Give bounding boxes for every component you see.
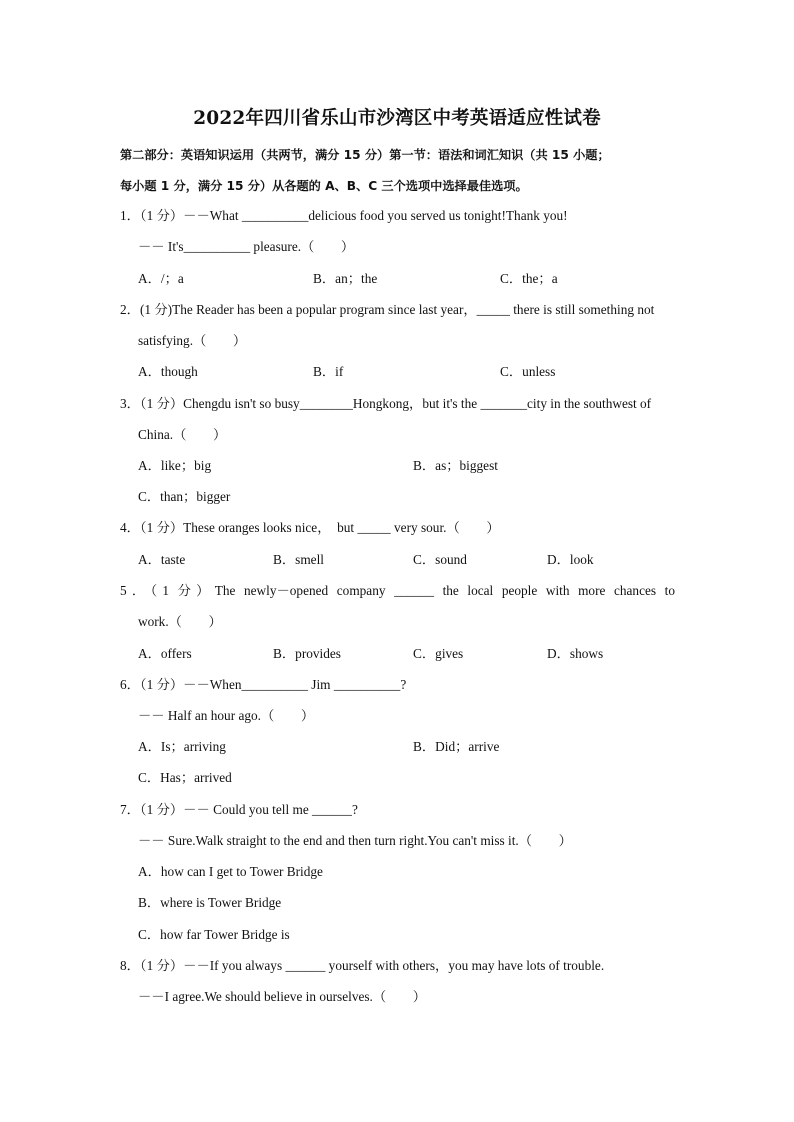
question-6-option-c[interactable]: C．Has；arrived [138,770,232,785]
question-1-option-a[interactable]: A．/；a [138,271,184,286]
question-7-option-c[interactable]: C．how far Tower Bridge is [138,927,290,942]
question-1-stem: 1．（1 分）－－What __________delicious food you served us tonight!Thank you! [120,208,568,223]
question-6-reply: －－ Half an hour ago.（ ） [138,708,315,723]
question-4-option-d[interactable]: D．look [547,552,594,567]
question-5-stem: 5．（1 分）The newly－opened company ______ the local people with more chances to [120,583,675,598]
question-4-option-c[interactable]: C．sound [413,552,467,567]
question-8-reply: －－I agree.We should believe in ourselves.（ ） [138,989,427,1004]
question-4-stem: 4．（1 分）These oranges looks nice， but _____ very sour.（ ） [120,520,500,535]
question-4-option-a[interactable]: A．taste [138,552,186,567]
question-4-option-b[interactable]: B．smell [273,552,324,567]
question-2-option-c[interactable]: C．unless [500,364,556,379]
question-3-stem-cont: China.（ ） [138,427,227,442]
question-1-option-b[interactable]: B．an；the [313,271,378,286]
section-intro-line-2: 每小题 1 分，满分 15 分）从各题的 A、B、C 三个选项中选择最佳选项。 [120,179,528,193]
question-2-stem-cont: satisfying.（ ） [138,333,247,348]
question-3-stem: 3．（1 分）Chengdu isn't so busy________Hongkong，but it's the _______city in the southwest of [120,396,652,411]
question-6-stem: 6．（1 分）－－When__________ Jim __________? [120,677,407,692]
question-2-option-b[interactable]: B．if [313,364,344,379]
question-2-option-a[interactable]: A．though [138,364,198,379]
question-6-option-b[interactable]: B．Did；arrive [413,739,500,754]
page-title: 2022年四川省乐山市沙湾区中考英语适应性试卷 [193,108,601,129]
section-intro-line-1: 第二部分：英语知识运用（共两节，满分 15 分）第一节：语法和词汇知识（共 15 小题； [120,148,610,162]
question-5-option-b[interactable]: B．provides [273,646,341,661]
question-5-option-a[interactable]: A．offers [138,646,192,661]
question-5-option-c[interactable]: C．gives [413,646,464,661]
question-3-option-a[interactable]: A．like；big [138,458,212,473]
question-7-stem: 7．（1 分）－－ Could you tell me ______? [120,802,358,817]
question-1-option-c[interactable]: C．the；a [500,271,558,286]
question-8-stem: 8．（1 分）－－If you always ______ yourself with others，you may have lots of trouble. [120,958,605,973]
question-1-reply: －－ It's__________ pleasure.（ ） [138,239,355,254]
question-7-option-a[interactable]: A．how can I get to Tower Bridge [138,864,323,879]
question-6-option-a[interactable]: A．Is；arriving [138,739,226,754]
question-5-option-d[interactable]: D．shows [547,646,604,661]
question-5-stem-cont: work.（ ） [138,614,222,629]
question-7-reply: －－ Sure.Walk straight to the end and then turn right.You can't miss it.（ ） [138,833,572,848]
question-3-option-b[interactable]: B．as；biggest [413,458,498,473]
question-3-option-c[interactable]: C．than；bigger [138,489,231,504]
question-7-option-b[interactable]: B．where is Tower Bridge [138,895,282,910]
question-2-stem: 2．(1 分)The Reader has been a popular program since last year，_____ there is still something not [120,302,655,317]
